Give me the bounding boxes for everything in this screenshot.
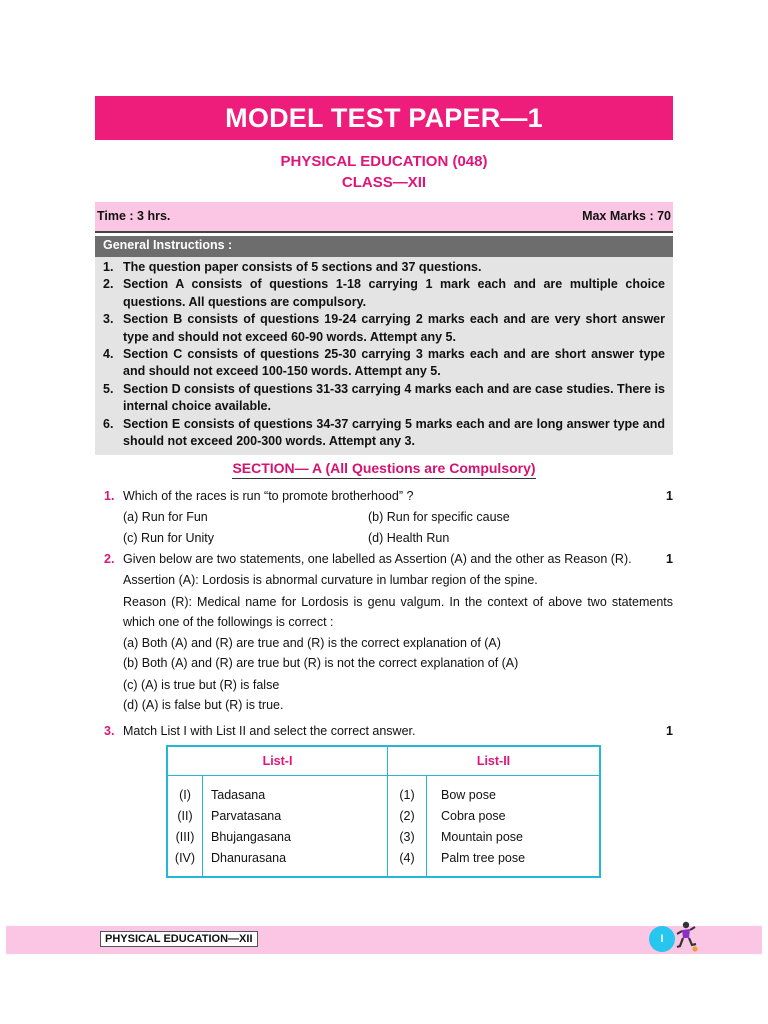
match-table — [166, 745, 601, 878]
list-1-index: (II) — [167, 805, 203, 826]
instruction-item — [103, 381, 665, 416]
instruction-number: 4. — [103, 347, 114, 362]
instruction-text: Section B consists of questions 19-24 carrying 2 marks each and are very short answer type and should not exceed 60-90 words. Attempt any 5. — [123, 312, 665, 344]
option-d: (d) (A) is false but (R) is true. — [123, 698, 284, 712]
table-row — [167, 847, 600, 877]
instruction-number: 6. — [103, 416, 114, 431]
question-marks: 1 — [666, 489, 673, 503]
max-marks-label: Max Marks : 70 — [582, 209, 671, 223]
reason-text: Reason (R): Medical name for Lordosis is genu valgum. In the context of above two statements which one of the followings is correct : — [123, 595, 673, 629]
list-1-item: Parvatasana — [203, 805, 388, 826]
assertion-text: Assertion (A): Lordosis is abnormal curvature in lumbar region of the spine. — [123, 573, 538, 587]
instruction-text: The question paper consists of 5 sections and 37 questions. — [123, 260, 482, 274]
section-a-heading — [95, 460, 673, 476]
question-number: 2. — [104, 552, 115, 566]
instructions-box — [95, 257, 673, 455]
option-a: (a) Both (A) and (R) are true and (R) is the correct explanation of (A) — [123, 636, 501, 650]
question-marks: 1 — [666, 724, 673, 738]
option-c: (c) Run for Unity — [123, 531, 214, 545]
list-2-item: Bow pose — [441, 787, 496, 802]
list-1-item: Tadasana — [203, 776, 388, 806]
list-2-index: (1) — [388, 776, 427, 806]
instruction-item — [103, 311, 665, 346]
list-1-item: Dhanurasana — [203, 847, 388, 877]
time-marks-bar — [95, 202, 673, 233]
list-2-index: (3) — [388, 826, 427, 847]
question-number: 1. — [104, 489, 115, 503]
subject-name: PHYSICAL EDUCATION (048) — [280, 153, 488, 170]
instruction-item — [103, 259, 665, 276]
option-d: (d) Health Run — [368, 531, 450, 545]
instruction-item — [103, 416, 665, 451]
instruction-text: Section D consists of questions 31-33 carrying 4 marks each and are case studies. There is internal choice available. — [123, 381, 665, 414]
instruction-item — [103, 276, 665, 311]
question-2 — [104, 552, 673, 570]
instructions-heading-text: General Instructions : — [103, 238, 233, 252]
subject-block — [95, 152, 673, 194]
instruction-item — [103, 346, 665, 381]
question-1 — [104, 489, 673, 507]
time-label: Time : 3 hrs. — [97, 209, 171, 223]
instruction-number: 2. — [103, 277, 114, 292]
list-2-item: Palm tree pose — [441, 850, 526, 865]
list-2-index: (4) — [388, 847, 427, 877]
footer-label: PHYSICAL EDUCATION—XII — [100, 931, 258, 947]
list-2-item: Mountain pose — [441, 829, 524, 844]
question-marks: 1 — [666, 552, 673, 566]
question-number: 3. — [104, 724, 115, 738]
list-1-index: (IV) — [167, 847, 203, 877]
class-name: CLASS—XII — [341, 174, 427, 191]
option-b: (b) Both (A) and (R) are true but (R) is not the correct explanation of (A) — [123, 656, 519, 670]
list-2-item: Cobra pose — [441, 808, 506, 823]
instructions-list — [95, 257, 673, 450]
instruction-number: 1. — [103, 260, 114, 274]
instruction-text: Section C consists of questions 25-30 carrying 3 marks each and are short answer type and should not exceed 100-150 words. Attempt any 5. — [123, 347, 665, 379]
question-text: Match List I with List II and select the correct answer. — [123, 724, 416, 738]
table-header-row — [167, 746, 600, 776]
table-row — [167, 826, 600, 847]
list-2-index: (2) — [388, 805, 427, 826]
list-2-header: List-II — [388, 746, 601, 776]
page-footer — [6, 926, 762, 954]
option-a: (a) Run for Fun — [123, 510, 208, 524]
football-player-icon — [672, 920, 700, 954]
table-row — [167, 805, 600, 826]
table-row — [167, 776, 600, 806]
question-text: Given below are two statements, one labelled as Assertion (A) and the other as Reason (R). — [123, 552, 632, 566]
question-text: Which of the races is run “to promote brotherhood” ? — [123, 489, 414, 503]
list-1-item: Bhujangasana — [203, 826, 388, 847]
list-1-index: (I) — [167, 776, 203, 806]
instructions-heading — [95, 236, 673, 257]
option-c: (c) (A) is true but (R) is false — [123, 678, 280, 692]
instruction-number: 5. — [103, 381, 114, 396]
section-a-heading-text: SECTION— A (All Questions are Compulsory) — [232, 460, 535, 479]
question-3 — [104, 724, 673, 742]
option-b: (b) Run for specific cause — [368, 510, 510, 524]
paper-title: MODEL TEST PAPER—1 — [95, 96, 673, 140]
page-number: I — [649, 926, 675, 952]
list-1-index: (III) — [167, 826, 203, 847]
instruction-text: Section E consists of questions 34-37 carrying 5 marks each and are long answer type and should not exceed 200-300 words. Attempt any 3. — [123, 416, 665, 449]
instruction-text: Section A consists of questions 1-18 carrying 1 mark each and are multiple choice questions. All questions are compulsory. — [123, 277, 665, 309]
list-1-header: List-I — [167, 746, 388, 776]
instruction-number: 3. — [103, 312, 114, 327]
